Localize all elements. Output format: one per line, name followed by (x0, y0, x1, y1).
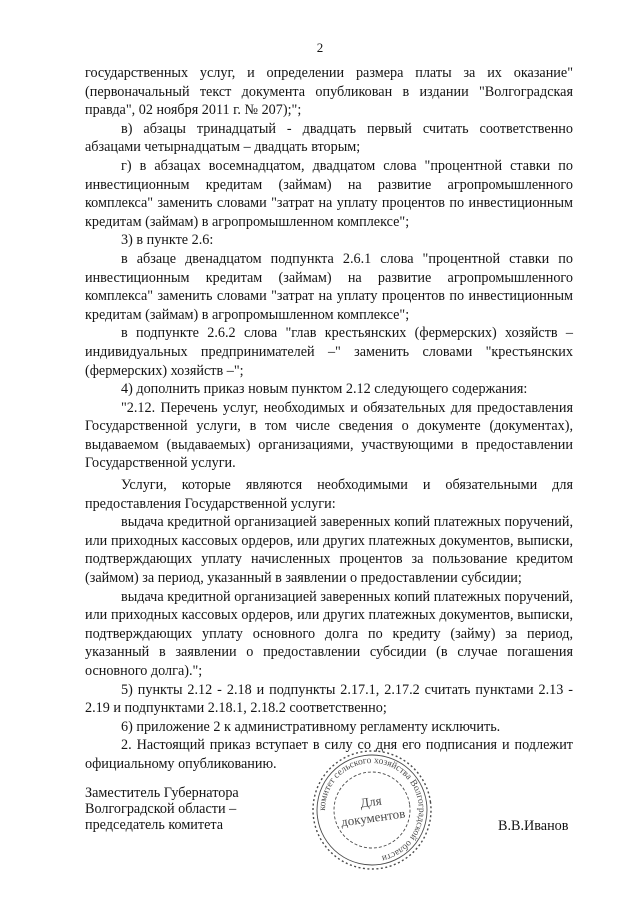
paragraph: 5) пункты 2.12 - 2.18 и подпункты 2.17.1, 2.17.2 считать пунктами 2.13 - 2.19 и подпунктами 2.18.1, 2.18.2 соответственно; (85, 681, 573, 717)
paragraph: 6) приложение 2 к административному регламенту исключить. (121, 718, 501, 735)
document-body (85, 64, 573, 774)
signer-position (85, 786, 239, 833)
paragraph: 2. Настоящий приказ вступает в силу со дня его подписания и подлежит официальному опубликованию. (85, 737, 573, 772)
signer-position-line: Волгоградской области – (85, 800, 237, 817)
paragraph: государственных услуг, и определении размера платы за их оказание" (первоначальный текст документа опубликован в издании "Волгоградская правда", 02 ноября 2011 г. № 207);"; (85, 65, 573, 119)
paragraph: 4) дополнить приказ новым пунктом 2.12 следующего содержания: (121, 381, 528, 398)
paragraph: выдача кредитной организацией заверенных копий платежных поручений, или приходных кассовых ордеров, или других платежных документов, выписки, подтверждающих уплату начисленных процентов за пользование кредитом (займом) за период, указанный в заявлении о предоставлении субсидии; (85, 514, 573, 587)
stamp-ring-text: комитет сельского хозяйства Волгоградской области (317, 755, 427, 863)
paragraph: в подпункте 2.6.2 слова "глав крестьянских (фермерских) хозяйств – индивидуальных предпринимателей –" заменить словами "крестьянских (фермерских) хозяйств –"; (85, 325, 573, 379)
signer-name: В.В.Иванов (498, 818, 569, 834)
paragraph: Услуги, которые являются необходимыми и обязательными для предоставления Государственной услуги: (85, 477, 573, 512)
paragraph: в абзаце двенадцатом подпункта 2.6.1 слова "процентной ставки по инвестиционным кредитам (займам) на развитие агропромышленного комплекса" заменить словами "затрат на уплату процентов по инвестиционным кредитам (займам) в агропромышленном комплексе"; (85, 250, 573, 323)
page-number: 2 (316, 40, 324, 55)
stamp-center-line-1: Для (359, 792, 383, 811)
paragraph: г) в абзацах восемнадцатом, двадцатом слова "процентной ставки по инвестиционным кредитам (займам) на развитие агропромышленного комплекса" заменить словами "затрат на уплату процентов по инвестиционным кредитам (займам) в агропромышленном комплексе"; (85, 157, 573, 230)
paragraph: выдача кредитной организацией заверенных копий платежных поручений, или приходных кассовых ордеров, или других платежных документов, выписки, подтверждающих уплату основного долга по кредиту (займу) за период, указанный в заявлении о предоставлении субсидии (в случае погашения основного долга)."; (85, 588, 573, 679)
paragraph: "2.12. Перечень услуг, необходимых и обязательных для предоставления Государственной услуги, в том числе сведения о документе (документах), выдаваемом (выдаваемых) организациями, участвующими в предоставлении Государственной услуги. (85, 399, 573, 472)
paragraph: в) абзацы тринадцатый - двадцать первый считать соответственно абзацами четырнадцатым – двадцать вторым; (85, 120, 573, 156)
signer-position-line: председатель комитета (85, 816, 224, 833)
stamp-center-line-2: документов (339, 805, 407, 830)
round-stamp (310, 748, 434, 872)
stamp-graphic (310, 748, 434, 872)
paragraph: 3) в пункте 2.6: (121, 232, 214, 249)
signer-position-line: Заместитель Губернатора (85, 785, 239, 801)
